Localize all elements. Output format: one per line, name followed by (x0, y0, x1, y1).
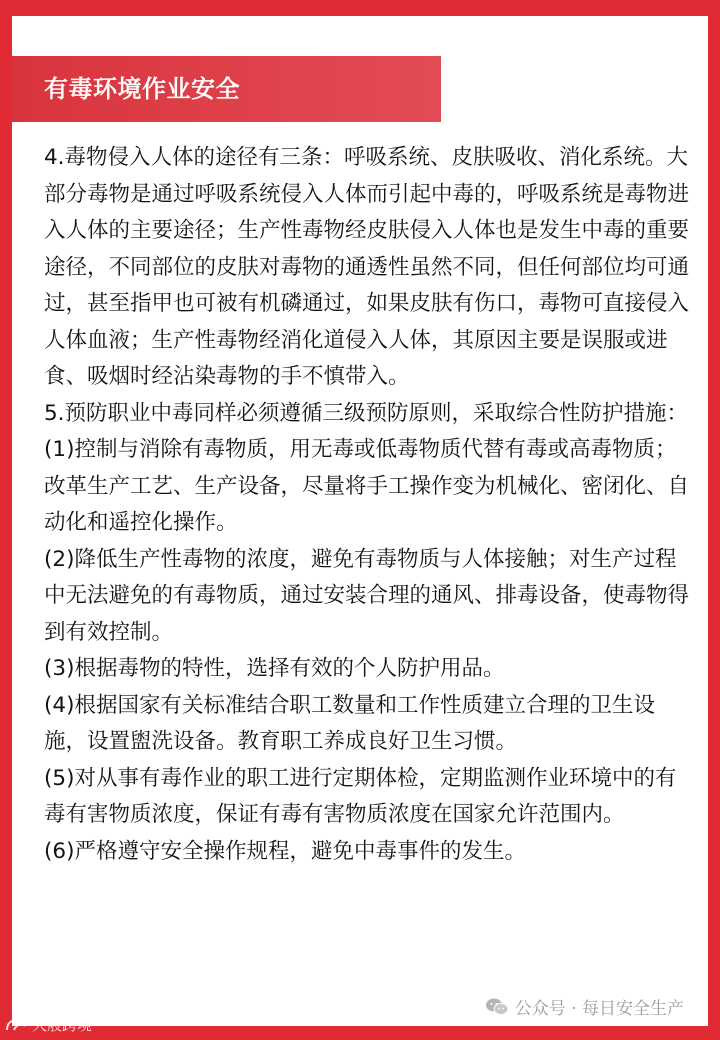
list-item-5: (5)对从事有毒作业的职工进行定期体检，定期监测作业环境中的有毒有害物质浓度，保证有毒有害物质浓度在国家允许范围内。 (44, 765, 677, 827)
article-body (44, 140, 692, 870)
brand-logo-icon (4, 1017, 28, 1033)
page-title: 有毒环境作业安全 (44, 75, 240, 103)
title-banner (12, 56, 441, 122)
list-item-3: (3)根据毒物的特性，选择有效的个人防护用品。 (44, 656, 505, 681)
list-item-6: (6)严格遵守安全操作规程，避免中毒事件的发生。 (44, 838, 526, 864)
corner-watermark (4, 1014, 92, 1035)
list-item-1: (1)控制与消除有毒物质，用无毒或低毒物质代替有毒或高毒物质；改革生产工艺、生产设备，尽量将手工操作变为机械化、密闭化、自动化和遥控化操作。 (44, 437, 690, 535)
paragraph-4: 4.毒物侵入人体的途径有三条：呼吸系统、皮肤吸收、消化系统。大部分毒物是通过呼吸系统侵入人体而引起中毒的，呼吸系统是毒物进入人体的主要途径；生产性毒物经皮肤侵入人体也是发生中毒的重要途径，不同部位的皮肤对毒物的通透性虽然不同，但任何部位均可通过，甚至指甲也可被有机磷通过，如果皮肤有伤口，毒物可直接侵入人体血液；生产性毒物经消化道侵入人体，其原因主要是误服或进食、吸烟时经沾染毒物的手不慎带入。 (44, 145, 690, 389)
watermark-text: 公众号 · 每日安全生产 (514, 999, 684, 1019)
wechat-icon (485, 997, 509, 1017)
list-item-4: (4)根据国家有关标准结合职工数量和工作性质建立合理的卫生设施，设置盥洗设备。教育职工养成良好卫生习惯。 (44, 692, 655, 754)
paragraph-5: 5.预防职业中毒同样必须遵循三级预防原则，采取综合性防护措施： (44, 400, 689, 426)
watermark (485, 994, 684, 1019)
content-card (12, 16, 708, 1026)
list-item-2: (2)降低生产性毒物的浓度，避免有毒物质与人体接触；对生产过程中无法避免的有毒物质，通过安装合理的通风、排毒设备，使毒物得到有效控制。 (44, 546, 690, 645)
corner-watermark-text: 大般跨境 (32, 1016, 93, 1034)
